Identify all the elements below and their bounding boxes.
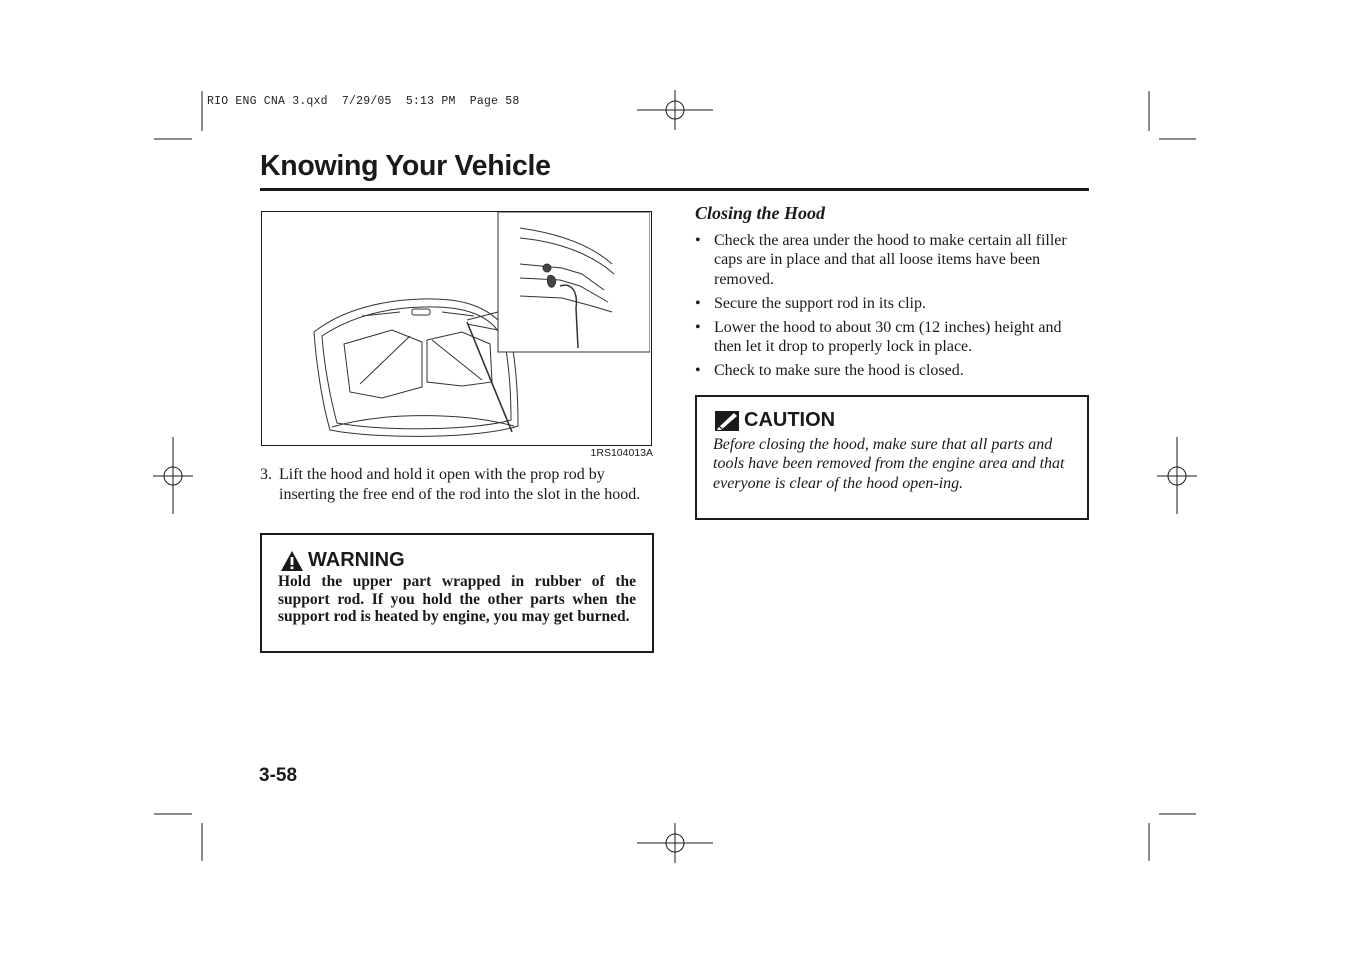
warning-box	[260, 533, 654, 653]
warning-heading	[280, 549, 405, 572]
step-3	[260, 465, 652, 504]
list-item: • Check the area under the hood to make certain all filler caps are in place and that all loose items have been removed.	[695, 232, 1067, 288]
caution-box	[695, 395, 1089, 520]
caution-pencil-icon	[715, 411, 739, 431]
caution-heading	[715, 409, 835, 432]
list-item: • Lower the hood to about 30 cm (12 inches) height and then let it drop to properly lock in place.	[695, 318, 1062, 356]
registration-mark-left	[153, 437, 193, 514]
list-item: • Secure the support rod in its clip.	[695, 294, 926, 312]
caution-label: CAUTION	[744, 409, 836, 431]
warning-label: WARNING	[308, 549, 405, 571]
registration-mark-bottom	[637, 823, 713, 863]
caution-text: Before closing the hood, make sure that all parts and tools have been removed from the engine area and that everyone is clear of the hood open-ing.	[713, 436, 1065, 492]
warning-triangle-icon	[280, 550, 304, 572]
closing-bullet-list	[695, 231, 1090, 385]
page-title: Knowing Your Vehicle	[260, 150, 551, 182]
figure-code: 1RS104013A	[590, 447, 653, 459]
registration-mark-right	[1157, 437, 1197, 514]
page-number: 3-58	[259, 765, 298, 786]
warning-text: Hold the upper part wrapped in rubber of the support rod. If you hold the other parts when the support rod is heated by engine, you may get burned.	[278, 573, 636, 625]
title-rule	[260, 188, 1089, 191]
bullet-icon: •	[695, 318, 701, 336]
bullet-icon: •	[695, 361, 701, 379]
step-number: 3.	[260, 466, 272, 483]
closing-heading: Closing the Hood	[695, 203, 826, 223]
print-slug: RIO ENG CNA 3.qxd 7/29/05 5:13 PM Page 58	[207, 95, 520, 108]
bullet-icon: •	[695, 232, 701, 249]
bullet-icon: •	[695, 294, 701, 312]
hood-illustration	[261, 211, 652, 446]
list-item: • Check to make sure the hood is closed.	[695, 361, 964, 379]
registration-mark-top	[637, 90, 713, 130]
step-text: Lift the hood and hold it open with the prop rod by inserting the free end of the rod into the slot in the hood.	[279, 466, 641, 503]
